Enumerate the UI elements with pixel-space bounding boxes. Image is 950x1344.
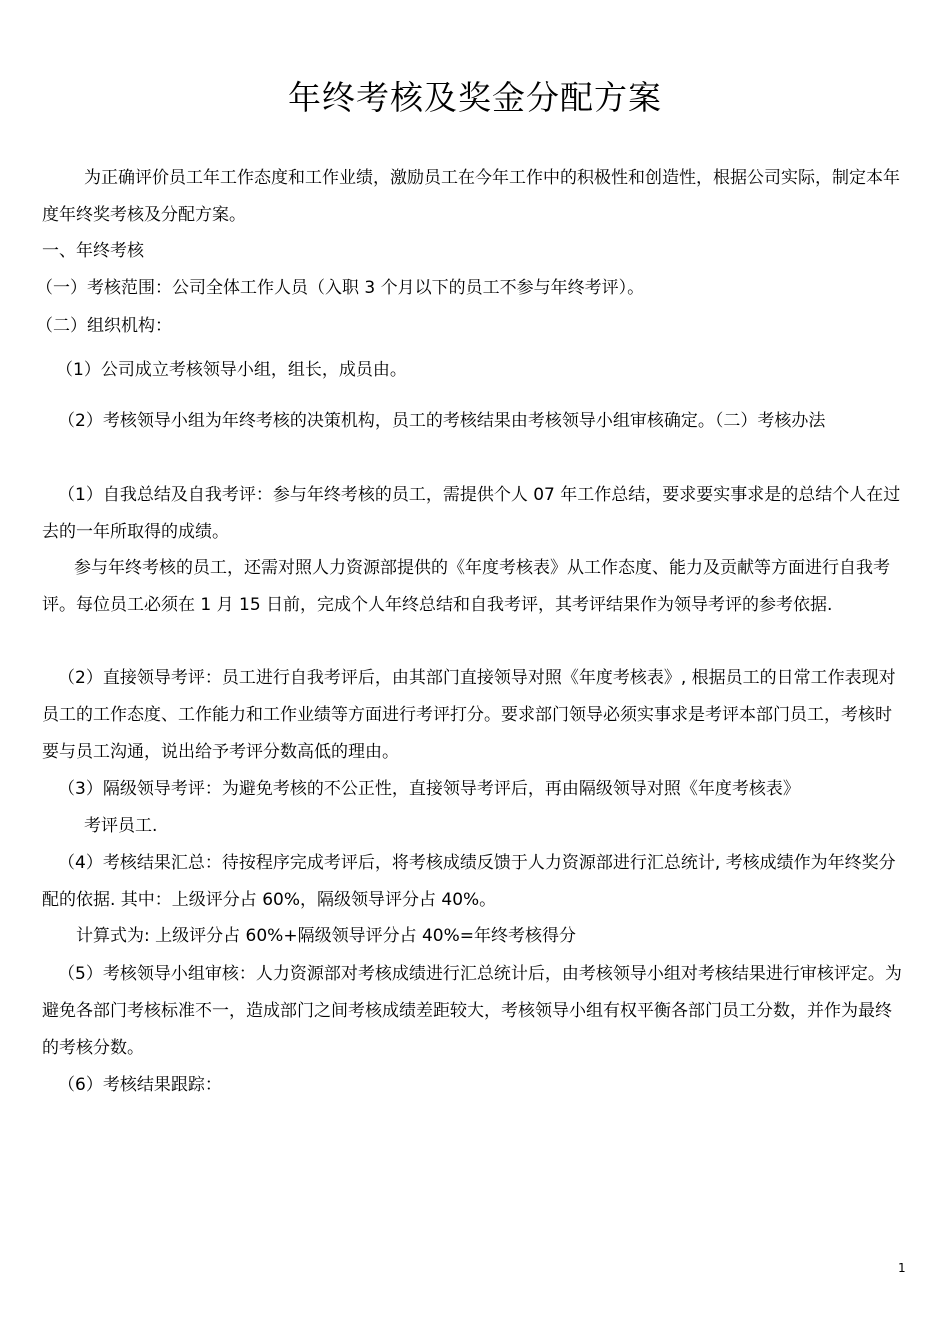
intro-paragraph: 为正确评价员工年工作态度和工作业绩，激励员工在今年工作中的积极性和创造性，根据公司实际，制定本年度年终奖考核及分配方案。 [42,168,900,225]
method-skip-level-review: （3）隔级领导考评：为避免考核的不公正性，直接领导考评后，再由隔级领导对照《年度考核表》 [58,779,800,799]
method-self-review: （1）自我总结及自我考评：参与年终考核的员工，需提供个人 07 年工作总结，要求要实事求是的总结个人在过去的一年所取得的成绩。 [42,485,901,542]
method-result-summary: （4）考核结果汇总：待按程序完成考评后，将考核成绩反馈于人力资源部进行汇总统计, 考核成绩作为年终奖分配的依据. 其中：上级评分占 60%，隔级领导评分占 40%。 [42,853,896,910]
score-formula: 计算式为: 上级评分占 60%+隔级领导评分占 40%=年终考核得分 [76,926,576,946]
page-number: 1 [898,1261,906,1275]
method-result-tracking: （6）考核结果跟踪： [58,1075,222,1095]
section-heading-annual-review: 一、年终考核 [42,241,144,261]
method-direct-leader-review: （2）直接领导考评：员工进行自我考评后，由其部门直接领导对照《年度考核表》, 根据员工的日常工作表现对员工的工作态度、工作能力和工作业绩等方面进行考评打分。要求部门领导必须实事求是考评本部门员工，考核时要与员工沟通，说出给予考评分数高低的理由。 [42,668,896,762]
review-scope-paragraph: （一）考核范围：公司全体工作人员（入职 3 个月以下的员工不参与年终考评）。 [36,278,645,298]
method-self-review-detail: 参与年终考核的员工，还需对照人力资源部提供的《年度考核表》从工作态度、能力及贡献等方面进行自我考评。每位员工必须在 1 月 15 日前，完成个人年终总结和自我考评，其考评结果作为领导考评的参考依据. [42,558,890,615]
method-committee-review: （5）考核领导小组审核：人力资源部对考核成绩进行汇总统计后，由考核领导小组对考核结果进行审核评定。为避免各部门考核标准不一，造成部门之间考核成绩差距较大，考核领导小组有权平衡各部门员工分数，并作为最终的考核分数。 [42,964,902,1058]
organization-heading: （二）组织机构： [36,316,172,336]
method-skip-level-review-cont: 考评员工. [84,816,158,836]
organization-item-2: （2）考核领导小组为年终考核的决策机构，员工的考核结果由考核领导小组审核确定。（二）考核办法 [58,411,826,431]
document-title: 年终考核及奖金分配方案 [288,78,662,117]
organization-item-1: （1）公司成立考核领导小组，组长，成员由。 [56,360,407,380]
